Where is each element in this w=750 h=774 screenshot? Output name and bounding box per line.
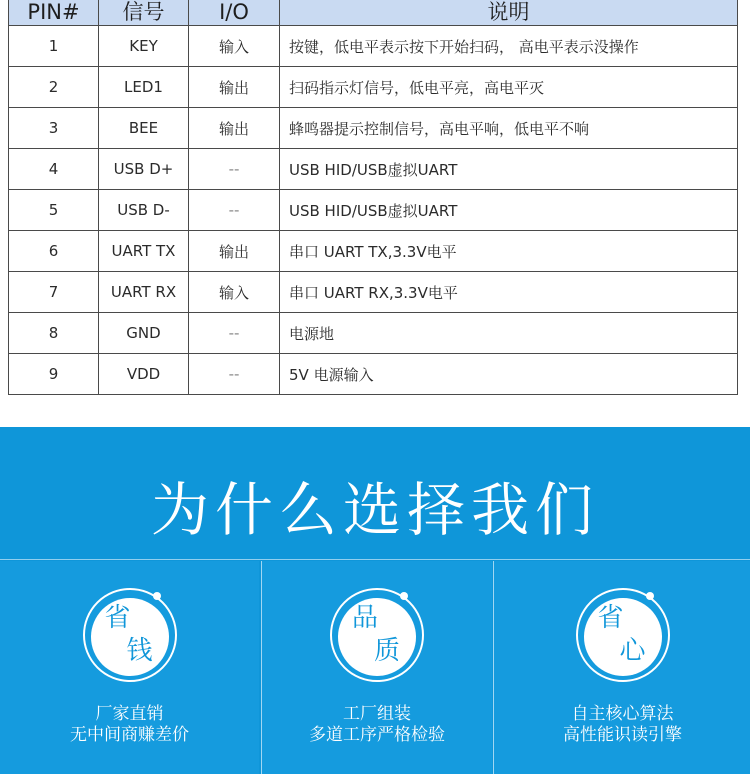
io-cell: -- xyxy=(189,190,280,231)
description-cell: USB HID/USB虚拟UART xyxy=(280,190,738,231)
io-cell: 输出 xyxy=(189,108,280,149)
section-heading: 为什么选择我们 xyxy=(150,476,599,544)
header-pin: PIN# xyxy=(9,0,99,26)
signal-cell: UART TX xyxy=(99,231,189,272)
signal-cell: BEE xyxy=(99,108,189,149)
signal-cell: USB D+ xyxy=(99,149,189,190)
description-cell: 5V 电源输入 xyxy=(280,354,738,395)
feature-title: 工厂组装 xyxy=(343,704,411,724)
badge-char-top: 品 xyxy=(352,603,379,633)
signal-cell: KEY xyxy=(99,26,189,67)
badge-char-bottom: 钱 xyxy=(126,636,153,666)
table-row xyxy=(9,108,738,149)
table-row xyxy=(9,272,738,313)
io-cell: 输出 xyxy=(189,67,280,108)
description-cell: 串口 UART TX,3.3V电平 xyxy=(280,231,738,272)
feature-badge xyxy=(338,598,416,676)
feature-title: 自主核心算法 xyxy=(571,704,674,724)
table-row xyxy=(9,313,738,354)
feature-subtitle: 多道工序严格检验 xyxy=(309,725,445,745)
signal-cell: VDD xyxy=(99,354,189,395)
table-row xyxy=(9,26,738,67)
description-cell: 串口 UART RX,3.3V电平 xyxy=(280,272,738,313)
table-row xyxy=(9,190,738,231)
pin-table xyxy=(8,0,738,395)
table-row xyxy=(9,149,738,190)
description-cell: 电源地 xyxy=(280,313,738,354)
signal-cell: LED1 xyxy=(99,67,189,108)
feature-badge xyxy=(91,598,169,676)
description-cell: 扫码指示灯信号，低电平亮，高电平灭 xyxy=(280,67,738,108)
pin-cell: 3 xyxy=(9,108,99,149)
pin-cell: 8 xyxy=(9,313,99,354)
header-io: I/O xyxy=(189,0,280,26)
pin-cell: 5 xyxy=(9,190,99,231)
signal-cell: GND xyxy=(99,313,189,354)
pin-cell: 1 xyxy=(9,26,99,67)
feature-panel-peace-of-mind xyxy=(493,561,750,774)
description-cell: USB HID/USB虚拟UART xyxy=(280,149,738,190)
feature-badge xyxy=(584,598,662,676)
description-cell: 蜂鸣器提示控制信号，高电平响，低电平不响 xyxy=(280,108,738,149)
feature-title: 厂家直销 xyxy=(95,704,164,724)
io-cell: -- xyxy=(189,313,280,354)
ring-dot xyxy=(153,592,161,600)
feature-panel-save-money xyxy=(0,561,259,774)
table-row xyxy=(9,67,738,108)
pin-cell: 6 xyxy=(9,231,99,272)
description-cell: 按键，低电平表示按下开始扫码， 高电平表示没操作 xyxy=(280,26,738,67)
table-row xyxy=(9,354,738,395)
feature-subtitle: 高性能识读引擎 xyxy=(563,725,682,745)
pin-cell: 2 xyxy=(9,67,99,108)
signal-cell: USB D- xyxy=(99,190,189,231)
feature-subtitle: 无中间商赚差价 xyxy=(70,725,189,745)
divider xyxy=(0,559,750,560)
pin-cell: 9 xyxy=(9,354,99,395)
signal-cell: UART RX xyxy=(99,272,189,313)
ring-dot xyxy=(646,592,654,600)
pin-cell: 4 xyxy=(9,149,99,190)
io-cell: 输入 xyxy=(189,272,280,313)
header-description: 说明 xyxy=(280,0,738,26)
table-header-row xyxy=(9,0,738,26)
ring-dot xyxy=(400,592,408,600)
badge-char-bottom: 心 xyxy=(619,636,646,666)
pin-cell: 7 xyxy=(9,272,99,313)
io-cell: 输出 xyxy=(189,231,280,272)
table-row xyxy=(9,231,738,272)
badge-char-bottom: 质 xyxy=(374,636,401,666)
feature-panel-quality xyxy=(261,561,492,774)
badge-char-top: 省 xyxy=(597,603,624,633)
io-cell: -- xyxy=(189,149,280,190)
io-cell: 输入 xyxy=(189,26,280,67)
header-signal: 信号 xyxy=(99,0,189,26)
badge-char-top: 省 xyxy=(104,603,131,633)
io-cell: -- xyxy=(189,354,280,395)
